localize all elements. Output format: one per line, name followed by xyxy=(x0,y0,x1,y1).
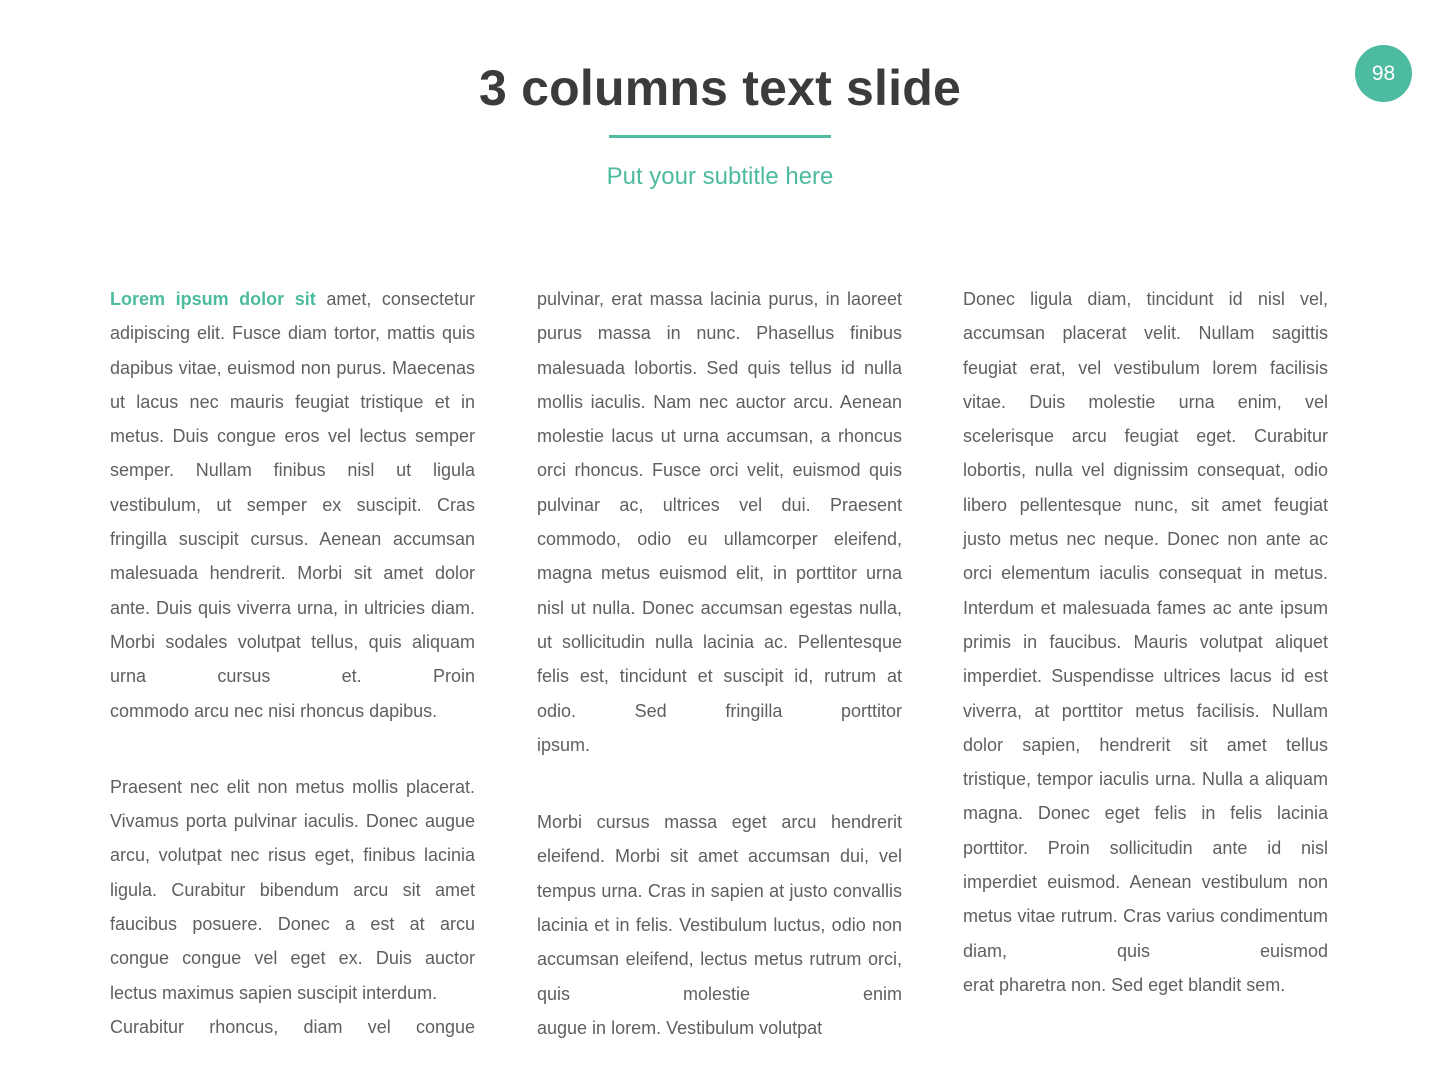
paragraph-gap xyxy=(537,762,902,805)
column-2-paragraph-2-last-line: augue in lorem. Vestibulum volutpat xyxy=(537,1017,823,1038)
text-column-2 xyxy=(537,282,902,1045)
column-1-paragraph-1 xyxy=(110,282,475,694)
slide-subtitle: Put your subtitle here xyxy=(606,163,834,190)
page-number-badge: 98 xyxy=(1355,45,1412,102)
text-column-1 xyxy=(110,282,475,1044)
paragraph-gap xyxy=(110,728,475,770)
slide-title: 3 columns text slide xyxy=(479,60,961,116)
column-3-paragraph-1-last-line: erat pharetra non. Sed eget blandit sem. xyxy=(963,974,1286,995)
text-column-3 xyxy=(963,282,1328,1002)
column-1-paragraph-3: Curabitur rhoncus, diam vel congue xyxy=(110,1016,475,1037)
column-3-paragraph-1: Donec ligula diam, tincidunt id nisl vel, accumsan placerat velit. Nullam sagittis feugiat erat, vel vestibulum lorem facilisis vitae. Duis molestie urna enim, vel scelerisque arcu feugiat eget. Curabitur lobortis, nulla vel dignissim consequat, odio libero pellentesque nunc, sit amet feugiat justo metus nec neque. Donec non ante ac orci elementum iaculis consequat in metus. Interdum et malesuada fames ac ante ipsum primis in faucibus. Mauris volutpat aliquet imperdiet. Suspendisse ultrices lacus id est viverra, at porttitor metus facilisis. Nullam dolor sapien, hendrerit sit amet tellus tristique, tempor iaculis urna. Nulla a aliquam magna. Donec eget felis in felis lacinia porttitor. Proin sollicitudin ante id nisl imperdiet euismod. Aenean vestibulum non metus vitae rutrum. Cras varius condimentum diam, quis euismod xyxy=(963,289,1328,961)
column-1-paragraph-1-text: amet, consectetur adipiscing elit. Fusce diam tortor, mattis quis dapibus vitae, euismod non purus. Maecenas ut lacus nec mauris feugiat tristique et in metus. Duis congue eros vel lectus semper semper. Nullam finibus nisl ut ligula vestibulum, ut semper ex suscipit. Cras fringilla suscipit cursus. Aenean accumsan malesuada hendrerit. Morbi sit amet dolor ante. Duis quis viverra urna, in ultricies diam. Morbi sodales volutpat tellus, quis aliquam urna cursus et. Proin xyxy=(110,289,475,687)
column-2-paragraph-1: pulvinar, erat massa lacinia purus, in laoreet purus massa in nunc. Phasellus finibus malesuada lobortis. Sed quis tellus id nulla mollis iaculis. Nam nec auctor arcu. Aenean molestie lacus ut urna accumsan, a rhoncus orci rhoncus. Fusce orci velit, euismod quis pulvinar ac, ultrices vel dui. Praesent commodo, odio eu ullamcorper eleifend, magna metus euismod elit, in porttitor urna nisl ut nulla. Donec accumsan egestas nulla, ut sollicitudin nulla lacinia ac. Pellentesque felis est, tincidunt et suscipit id, rutrum at odio. Sed fringilla porttitor xyxy=(537,289,902,721)
column-1-paragraph-2: Praesent nec elit non metus mollis placerat. Vivamus porta pulvinar iaculis. Donec augue arcu, volutpat nec risus eget, finibus lacinia ligula. Curabitur bibendum arcu sit amet faucibus posuere. Donec a est at arcu congue congue vel eget ex. Duis auctor xyxy=(110,776,475,969)
column-1-paragraph-2-last-line: lectus maximus sapien suscipit interdum. xyxy=(110,982,438,1003)
column-1-paragraph-1-last-line: commodo arcu nec nisi rhoncus dapibus. xyxy=(110,700,438,721)
title-divider xyxy=(609,135,831,138)
column-2-paragraph-2: Morbi cursus massa eget arcu hendrerit eleifend. Morbi sit amet accumsan dui, vel tempus urna. Cras in sapien at justo convallis lacinia et in felis. Vestibulum luctus, odio non accumsan eleifend, lectus metus rutrum orci, quis molestie enim xyxy=(537,812,902,1004)
highlight-text: Lorem ipsum dolor sit xyxy=(110,289,316,309)
column-2-paragraph-1-last-line: ipsum. xyxy=(537,734,591,755)
